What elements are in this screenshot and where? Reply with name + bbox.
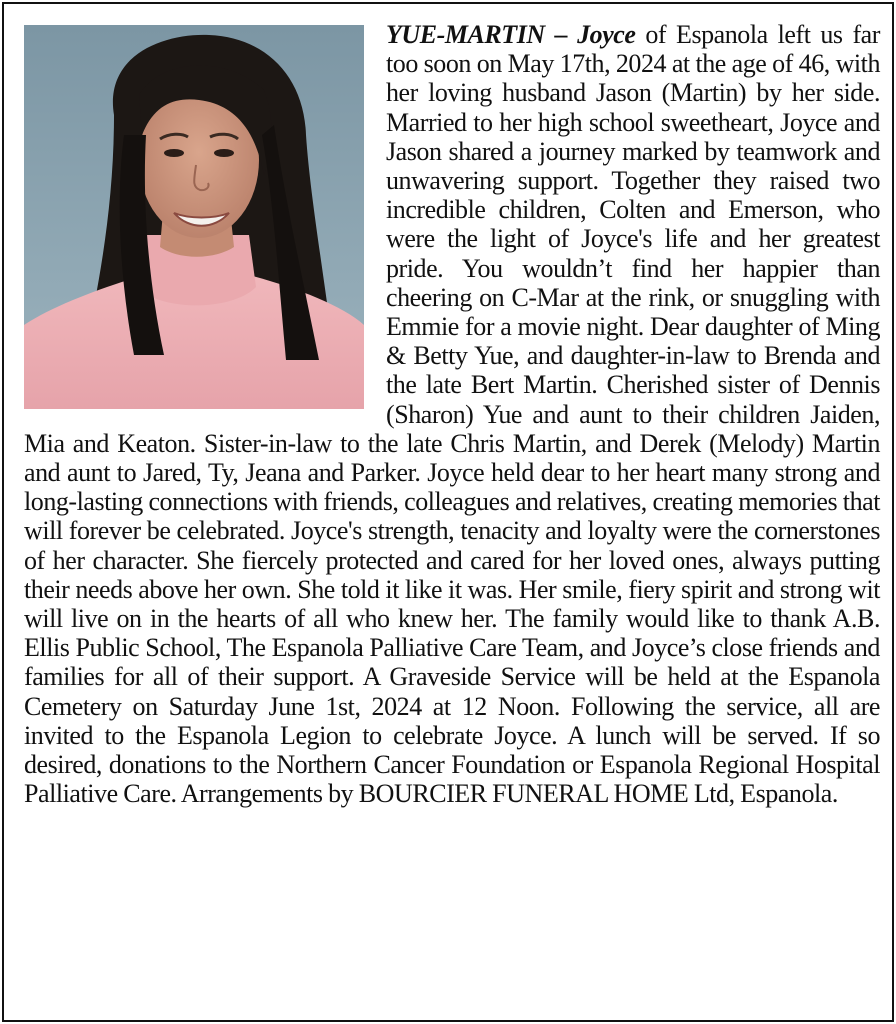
portrait-illustration [24,25,364,409]
deceased-surname: YUE-MARTIN [386,20,545,49]
name-dash: – [544,20,578,49]
portrait-photo [24,25,364,409]
obituary-body: of Espanola left us far too soon on May 17th, 2024 at the age of 46, with her loving husband Jason (Martin) by her side. Married to her high school sweetheart, Joyce and Jason shared a journey marked by teamwork and unwavering support. Together they raised two incredible children, Colten and Emerson, who were the light of Joyce's life and her greatest pride. You wouldn’t find her happier than cheering on C-Mar at the rink, or snuggling with Emmie for a movie night. Dear daughter of Ming & Betty Yue, and daughter-in-law to Brenda and the late Bert Martin. Cherished sister of Dennis (Sharon) Yue and aunt to their children Jaiden, Mia and Keaton. Sister-in-law to the late Chris Martin, and Derek (Melody) Martin and aunt to Jared, Ty, Jeana and Parker. Joyce held dear to her heart many strong and long-lasting connections with friends, colleagues and relatives, creating memories that will forever be celebrated. Joyce's strength, tenacity and loyalty were the cornerstones of her character. She fiercely protected and cared for her loved ones, always putting their needs above her own. She told it like it was. Her smile, fiery spirit and strong wit will live on in the hearts of all who knew her. The family would like to thank A.B. Ellis Public School, The Espanola Palliative Care Team, and Joyce’s close friends and families for all of their support. A Graveside Service will be held at the Espanola Cemetery on Saturday June 1st, 2024 at 12 Noon. Following the service, all are invited to the Espanola Legion to celebrate Joyce. A lunch will be served. If so desired, donations to the Northern Cancer Foundation or Espanola Regional Hospital Palliative Care. Arrangements by BOURCIER FUNERAL HOME Ltd, Espanola. [24,20,880,809]
obituary-content [24,20,880,808]
obituary-frame [2,2,894,1022]
deceased-given-name: Joyce [577,20,636,49]
